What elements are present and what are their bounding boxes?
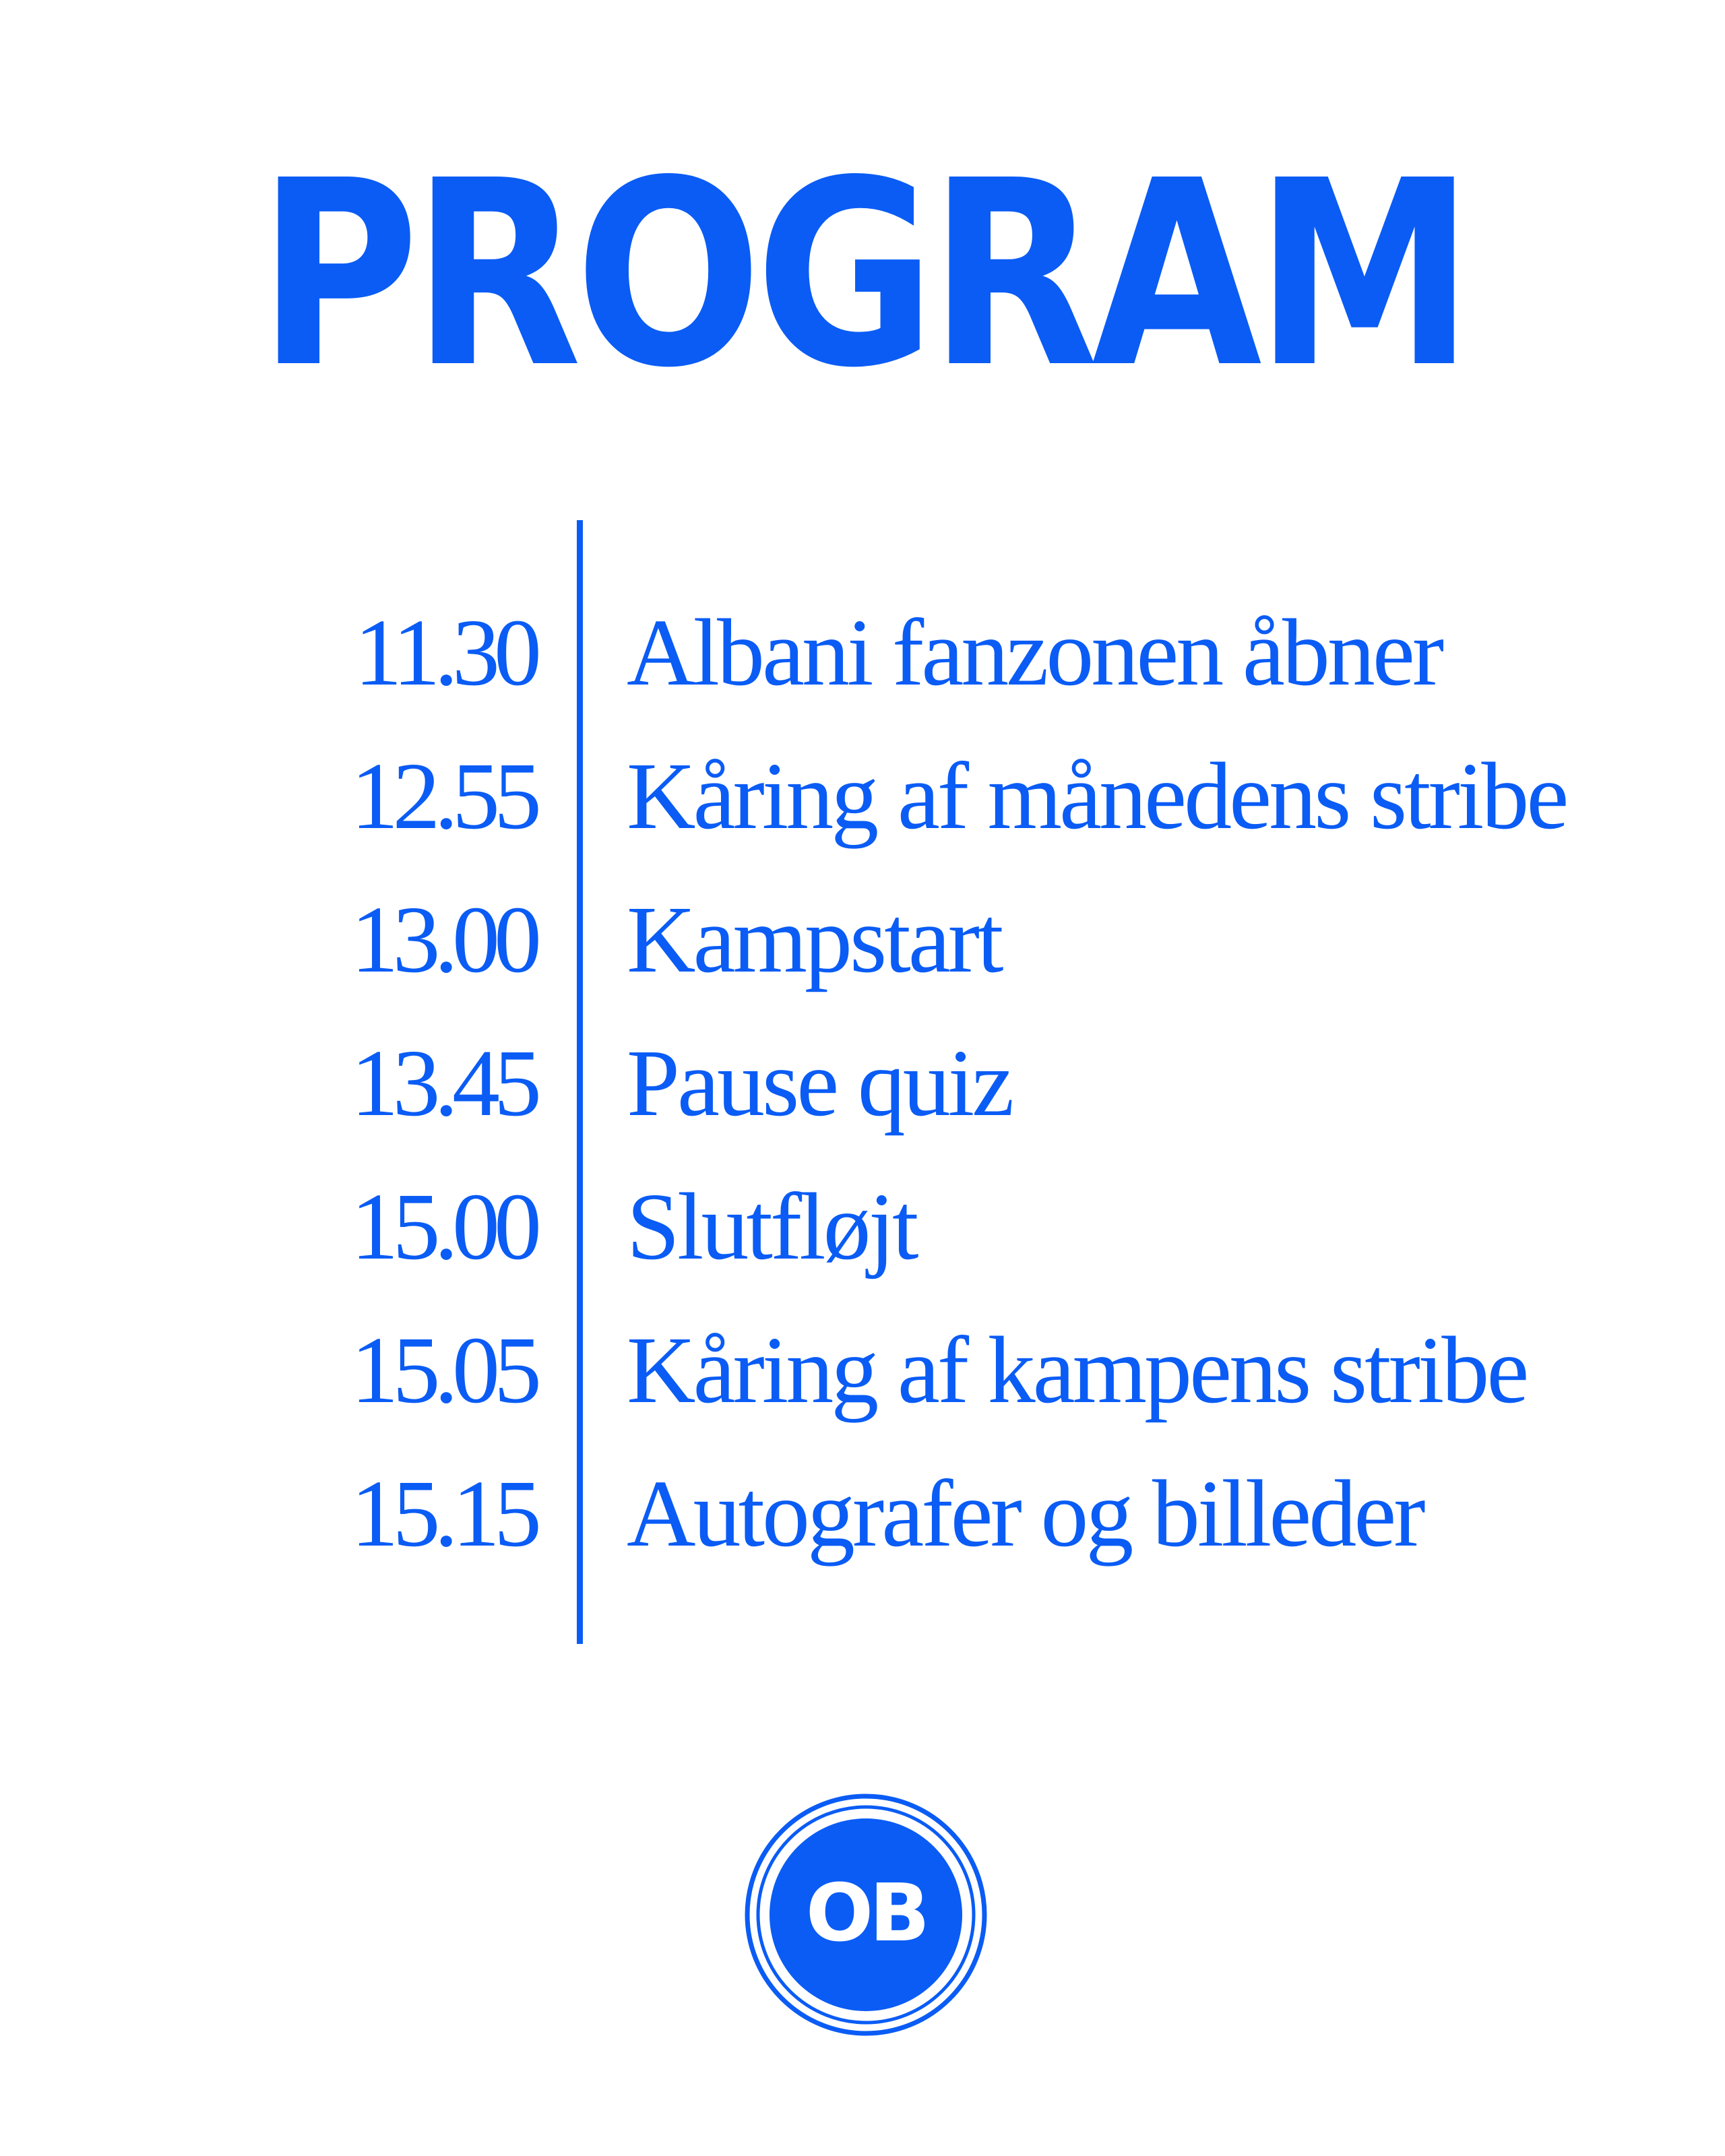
schedule-time: 15.05 (350, 1317, 536, 1423)
schedule-row (0, 1015, 1725, 1150)
schedule-row (0, 585, 1725, 720)
logo-text: OB (805, 1866, 927, 1959)
schedule-event: Autografer og billeder (627, 1460, 1423, 1566)
schedule-event: Pause quiz (627, 1029, 1012, 1136)
schedule-time: 11.30 (354, 599, 536, 705)
schedule-time: 12.55 (350, 742, 536, 849)
schedule-event: Albani fanzonen åbner (627, 599, 1442, 705)
schedule-row (0, 1302, 1725, 1437)
schedule-time: 13.00 (350, 886, 536, 992)
page-title: PROGRAM (257, 125, 1468, 424)
schedule-event: Kampstart (627, 886, 1001, 992)
ob-logo-graphic (745, 1794, 987, 2036)
schedule-event: Kåring af månedens stribe (627, 742, 1567, 849)
schedule-row (0, 1446, 1725, 1581)
schedule-event: Kåring af kampens stribe (627, 1317, 1527, 1423)
schedule-time: 15.00 (350, 1173, 536, 1279)
schedule-event: Slutfløjt (627, 1173, 916, 1279)
schedule-row (0, 872, 1725, 1007)
schedule-row (0, 1159, 1725, 1294)
ob-club-badge-icon (745, 1794, 987, 2036)
schedule-time: 13.45 (350, 1029, 536, 1136)
schedule-time: 15.15 (350, 1460, 536, 1566)
schedule-row (0, 728, 1725, 863)
